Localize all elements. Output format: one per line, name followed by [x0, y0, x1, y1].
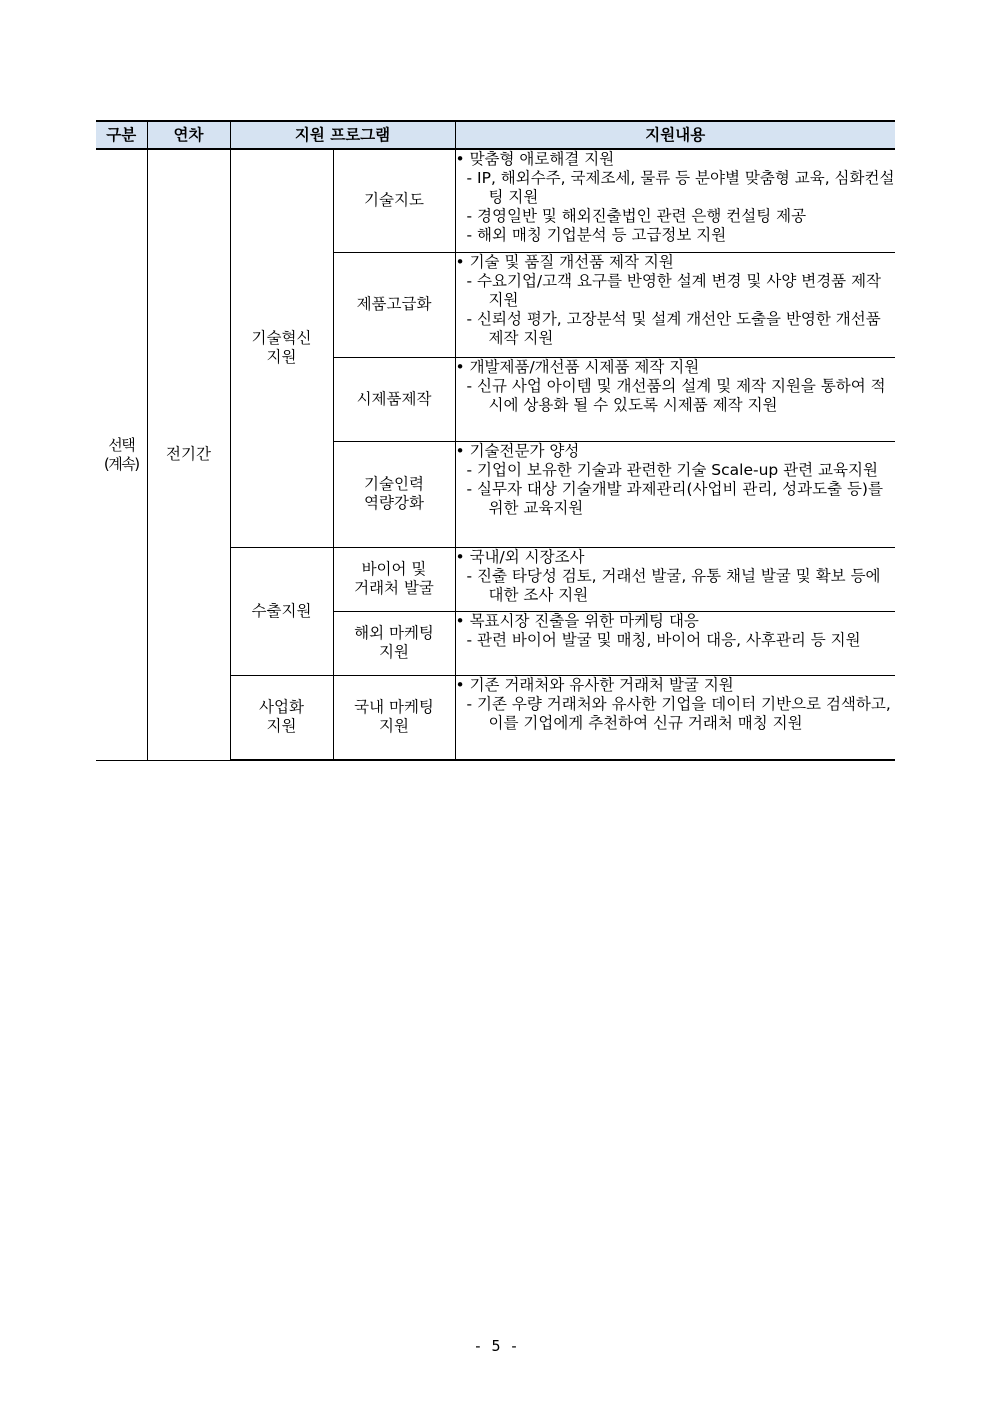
header-content: 지원내용 — [455, 121, 895, 149]
content-bullet: • 기술전문가 양성 — [455, 441, 580, 460]
program-cell: 기술지도 — [333, 149, 455, 252]
program-cell: 바이어 및 거래처 발굴 — [333, 547, 455, 611]
content-sub-item: - 진출 타당성 검토, 거래선 발굴, 유통 채널 발굴 및 확보 등에 대한 조사 지원 — [466, 566, 881, 604]
content-cell — [455, 675, 895, 760]
content-sub-item: - 경영일반 및 해외진출법인 관련 은행 컨설팅 제공 — [466, 207, 807, 225]
page-number: - 5 - — [473, 1337, 519, 1355]
content-cell — [455, 357, 895, 441]
content-cell — [455, 252, 895, 357]
content-cell — [455, 149, 895, 252]
program-cell: 해외 마케팅 지원 — [333, 611, 455, 675]
content-cell — [455, 611, 895, 675]
content-bullet: • 기존 거래처와 유사한 거래처 발굴 지원 — [455, 675, 734, 694]
group-tech-innovation: 기술혁신 지원 — [230, 149, 333, 547]
content-bullet: • 기술 및 품질 개선품 제작 지원 — [455, 252, 674, 271]
group-export-support: 수출지원 — [230, 547, 333, 675]
support-program-table — [96, 120, 895, 761]
content-sub-item: - 실무자 대상 기술개발 과제관리(사업비 관리, 성과도출 등)를 위한 교육지원 — [466, 479, 883, 517]
table-header-row — [96, 121, 895, 149]
content-sub-item: - 신규 사업 아이템 및 개선품의 설계 및 제작 지원을 통하여 적시에 상용화 될 수 있도록 시제품 제작 지원 — [466, 376, 886, 414]
content-bullet: • 국내/외 시장조사 — [455, 547, 585, 566]
table-row — [96, 149, 895, 252]
content-sub-item: - IP, 해외수주, 국제조세, 물류 등 분야별 맞춤형 교육, 심화컨설팅 지원 — [466, 169, 895, 206]
content-sub-item: - 기존 우량 거래처와 유사한 기업을 데이터 기반으로 검색하고, 이를 기업에게 추천하여 신규 거래처 매칭 지원 — [466, 694, 891, 732]
header-period: 연차 — [147, 121, 230, 149]
content-sub-item: - 해외 매칭 기업분석 등 고급정보 지원 — [466, 226, 727, 244]
program-cell: 시제품제작 — [333, 357, 455, 441]
program-cell: 국내 마케팅 지원 — [333, 675, 455, 760]
content-bullet: • 개발제품/개선품 시제품 제작 지원 — [455, 357, 700, 376]
program-cell: 기술인력 역량강화 — [333, 441, 455, 547]
content-sub-item: - 수요기업/고객 요구를 반영한 설계 변경 및 사양 변경품 제작 지원 — [466, 271, 882, 309]
content-sub-item: - 신뢰성 평가, 고장분석 및 설계 개선안 도출을 반영한 개선품 제작 지원 — [466, 309, 881, 347]
program-cell: 제품고급화 — [333, 252, 455, 357]
header-category: 구분 — [96, 121, 147, 149]
content-bullet: • 맞춤형 애로해결 지원 — [455, 150, 615, 168]
header-program: 지원 프로그램 — [230, 121, 455, 149]
group-commercialization: 사업화 지원 — [230, 675, 333, 760]
period-cell: 전기간 — [147, 149, 230, 760]
category-cell: 선택 (계속) — [96, 149, 147, 760]
content-cell — [455, 547, 895, 611]
content-cell — [455, 441, 895, 547]
content-bullet: • 목표시장 진출을 위한 마케팅 대응 — [455, 611, 699, 630]
content-sub-item: - 기업이 보유한 기술과 관련한 기술 Scale-up 관련 교육지원 — [466, 460, 878, 479]
content-sub-item: - 관련 바이어 발굴 및 매칭, 바이어 대응, 사후관리 등 지원 — [466, 630, 861, 649]
